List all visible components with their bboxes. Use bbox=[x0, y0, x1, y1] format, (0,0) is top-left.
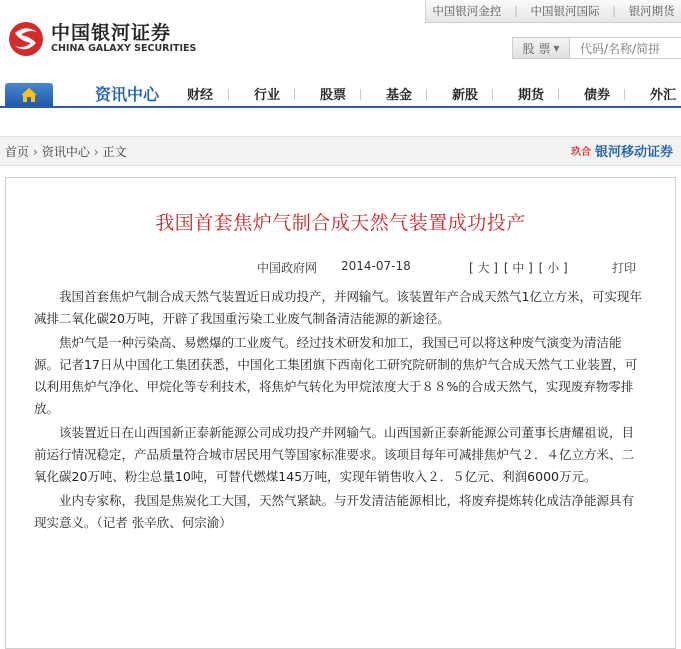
search-type-label: 股 票 bbox=[522, 41, 551, 56]
search-type-select[interactable] bbox=[513, 38, 570, 58]
galaxy-logo-icon bbox=[6, 20, 46, 58]
mobile-securities-link[interactable] bbox=[570, 141, 673, 160]
divider bbox=[426, 89, 427, 100]
breadcrumb-current: 正文 bbox=[102, 145, 127, 159]
article-paragraph: 焦炉气是一种污染高、易燃爆的工业废气。经过技术研发和加工，我国已可以将这种废气演变为清洁能源。记者17日从中国化工集团获悉，中国化工集团旗下西南化工研究院研制的焦炉气合成天然气工业装置，可以利用焦炉气净化、甲烷化等专利技术，将焦炉气转化为甲烷浓度大于８８%的合成天然气，实现废弃物零排放。 bbox=[34, 335, 638, 416]
chevron-down-icon: ▼ bbox=[553, 43, 560, 53]
link-galaxy-holdings[interactable]: 中国银河金控 bbox=[432, 4, 502, 18]
breadcrumb-home[interactable]: 首页 bbox=[5, 145, 30, 159]
search-input[interactable]: 代码/名称/简拼 bbox=[580, 41, 661, 56]
nav-item-news-center[interactable]: 资讯中心 bbox=[95, 85, 160, 104]
home-icon bbox=[20, 87, 38, 103]
divider bbox=[228, 89, 229, 100]
divider bbox=[624, 89, 625, 100]
nav-item-funds[interactable]: 基金 bbox=[386, 88, 413, 103]
chevron-right-icon: › bbox=[93, 145, 99, 159]
top-links-bar bbox=[425, 0, 681, 23]
divider: | bbox=[612, 4, 616, 18]
article-body bbox=[34, 286, 646, 536]
article-source: 中国政府网 bbox=[257, 261, 318, 275]
article-title: 我国首套焦炉气制合成天然气装置成功投产 bbox=[155, 212, 526, 234]
breadcrumb-bar bbox=[0, 136, 681, 166]
divider: | bbox=[513, 4, 518, 18]
mobile-securities-label: 银河移动证券 bbox=[594, 145, 673, 160]
article-date: 2014-07-18 bbox=[341, 259, 411, 273]
nav-item-forex[interactable]: 外汇 bbox=[650, 88, 677, 103]
article-paragraph: 业内专家称，我国是焦炭化工大国，天然气紧缺。与开发清洁能源相比，将废弃提炼转化成洁净能源具有现实意义。（记者 张辛欣、何宗渝） bbox=[34, 493, 635, 530]
nav-item-ipo[interactable]: 新股 bbox=[452, 88, 479, 103]
divider bbox=[558, 89, 559, 100]
font-size-small-button[interactable]: [ 小 ] bbox=[538, 261, 568, 275]
logo-english-name: CHINA GALAXY SECURITIES bbox=[51, 43, 197, 54]
mobile-app-icon: 玖合 bbox=[570, 147, 591, 158]
nav-item-industry[interactable]: 行业 bbox=[254, 88, 281, 103]
font-size-controls bbox=[468, 259, 569, 276]
article-panel bbox=[5, 177, 676, 649]
nav-item-bonds[interactable]: 债券 bbox=[584, 88, 611, 103]
nav-item-stocks[interactable]: 股票 bbox=[320, 88, 347, 103]
nav-item-futures[interactable]: 期货 bbox=[518, 88, 545, 103]
home-button[interactable] bbox=[5, 83, 53, 106]
link-galaxy-futures[interactable]: 银河期货 bbox=[628, 4, 675, 18]
chevron-right-icon: › bbox=[33, 145, 38, 159]
print-button[interactable]: 打印 bbox=[612, 261, 637, 275]
nav-item-finance[interactable]: 财经 bbox=[187, 88, 214, 103]
site-logo[interactable] bbox=[6, 20, 196, 58]
breadcrumb-section[interactable]: 资讯中心 bbox=[41, 145, 90, 159]
logo-chinese-name: 中国银河证券 bbox=[51, 22, 172, 44]
divider bbox=[360, 89, 361, 100]
article-paragraph: 我国首套焦炉气制合成天然气装置近日成功投产，并网输气。该装置年产合成天然气1亿立方米，可实现年减排二氧化碳20万吨，开辟了我国重污染工业废气制备清洁能源的新途径。 bbox=[34, 289, 642, 326]
font-size-large-button[interactable]: [ 大 ] bbox=[469, 261, 498, 275]
article-paragraph: 该装置近日在山西国新正泰新能源公司成功投产并网输气。山西国新正泰新能源公司董事长唐耀祖说，目前运行情况稳定，产品质量符合城市居民用气等国家标准要求。该项目每年可减排焦炉气２．４亿立方米、二氧化碳20万吨、粉尘总量10吨，可替代燃煤145万吨，实现年销售收入２．５亿元、利润6000万元。 bbox=[34, 425, 635, 484]
main-nav bbox=[0, 80, 681, 108]
breadcrumb bbox=[5, 143, 127, 160]
font-size-medium-button[interactable]: [ 中 ] bbox=[503, 261, 533, 275]
quote-search bbox=[512, 37, 681, 59]
link-galaxy-international[interactable]: 中国银河国际 bbox=[530, 4, 600, 18]
divider bbox=[492, 89, 493, 100]
divider bbox=[294, 89, 295, 100]
